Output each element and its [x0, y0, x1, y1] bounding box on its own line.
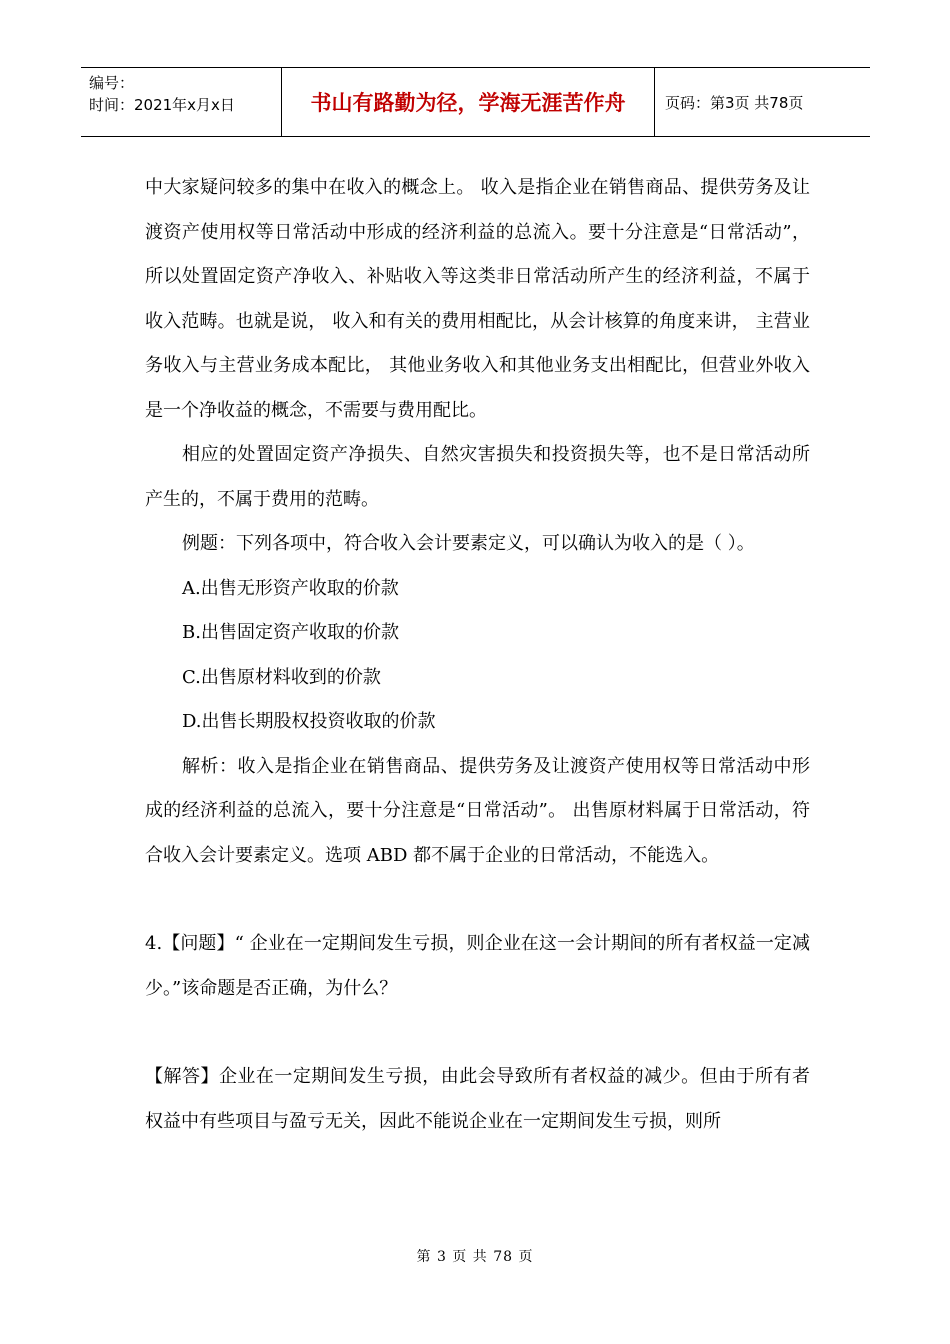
- question-4: 4.【问题】“ 企业在一定期间发生亏损，则企业在这一会计期间的所有者权益一定减少。”该命题是否正确，为什么？: [145, 933, 810, 999]
- page-header: [81, 67, 870, 137]
- option-a: A.出售无形资产收取的价款: [182, 577, 399, 599]
- option-d: D.出售长期股权投资收取的价款: [182, 711, 436, 732]
- time-label: 时间：2021年x月x日: [89, 96, 235, 114]
- spacer: [145, 878, 810, 922]
- header-page-info: 页码：第3页 共78页: [665, 93, 804, 112]
- spacer: [145, 1011, 810, 1055]
- header-motto: 书山有路勤为径，学海无涯苦作舟: [282, 68, 655, 136]
- analysis-paragraph: 解析：收入是指企业在销售商品、提供劳务及让渡资产使用权等日常活动中形成的经济利益的总流入，要十分注意是“日常活动”。 出售原材料属于日常活动，符合收入会计要素定义。选项 ABD 都不属于企业的日常活动，不能选入。: [145, 755, 810, 866]
- document-body: [145, 166, 810, 1144]
- example-question: 例题：下列各项中，符合收入会计要素定义，可以确认为收入的是（ ）。: [182, 533, 755, 554]
- header-meta: [81, 68, 282, 136]
- answer-paragraph: 【解答】企业在一定期间发生亏损，由此会导致所有者权益的减少。但由于所有者权益中有些项目与盈亏无关，因此不能说企业在一定期间发生亏损，则所: [145, 1066, 810, 1132]
- number-label: 编号：: [89, 74, 135, 92]
- page-footer: 第 3 页 共 78 页: [416, 1249, 534, 1265]
- option-c: C.出售原材料收到的价款: [182, 666, 381, 688]
- option-b: B.出售固定资产收取的价款: [182, 622, 399, 643]
- paragraph-losses: 相应的处置固定资产净损失、自然灾害损失和投资损失等，也不是日常活动所产生的，不属于费用的范畴。: [145, 444, 810, 510]
- paragraph-revenue-concept: 中大家疑问较多的集中在收入的概念上。 收入是指企业在销售商品、提供劳务及让渡资产使用权等日常活动中形成的经济利益的总流入。要十分注意是“日常活动”，所以处置固定资产净收入、补贴收入等这类非日常活动所产生的经济利益，不属于收入范畴。也就是说， 收入和有关的费用相配比，从会计核算的角度来讲， 主营业务收入与主营业务成本配比， 其他业务收入和其他业务支出相配比，但营业外收入是一个净收益的概念，不需要与费用配比。: [145, 177, 810, 421]
